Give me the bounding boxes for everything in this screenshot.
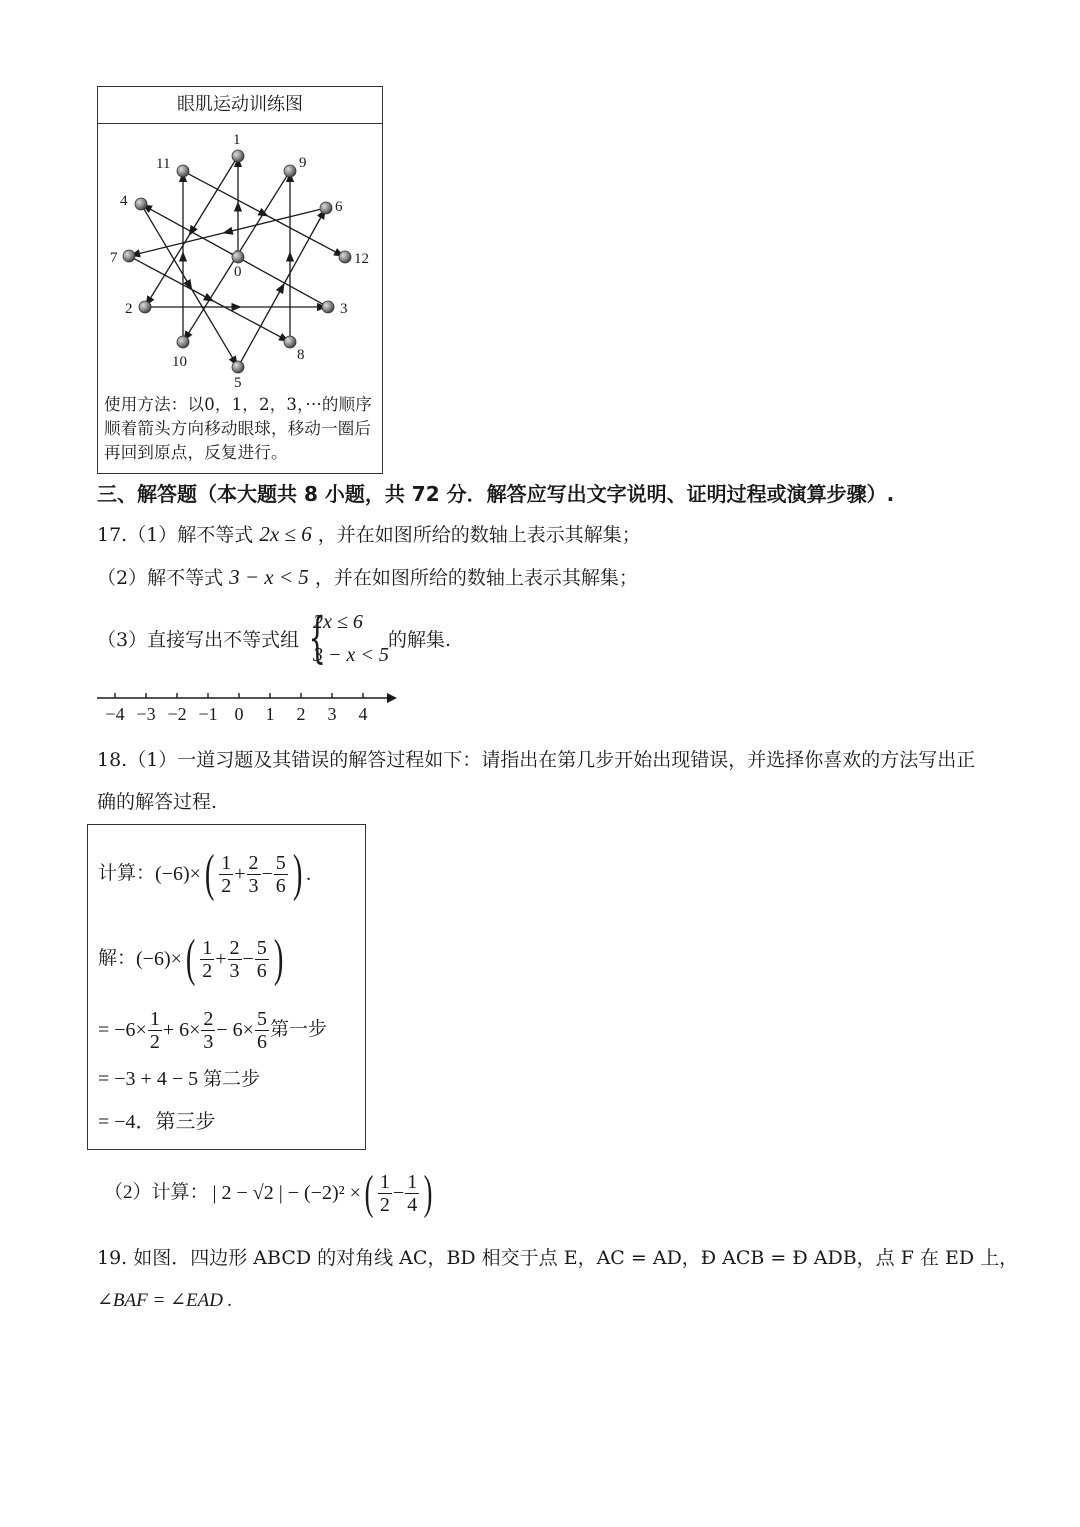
- q18-calc-neg6: (−6)×: [155, 862, 201, 885]
- eye-path-segment-1-to-2: [192, 161, 235, 231]
- q18-part2-label: （2）计算：: [104, 1182, 209, 1203]
- q18-part2-minus: −: [392, 1181, 405, 1204]
- q17-part3-prefix: （3）直接写出不等式组: [97, 629, 300, 651]
- q18-solve-rparen: ): [273, 930, 284, 987]
- q18-solve-frac2: $\frac{2}{3}$: [229, 936, 240, 982]
- number-line-tick-label-0: −4: [105, 704, 125, 724]
- eye-point-10: [177, 336, 189, 348]
- eye-point-8: [284, 336, 296, 348]
- eye-path-segment-6-to-7: [228, 209, 321, 232]
- q18-part2-frac1: $\frac{1}{2}$: [379, 1170, 390, 1216]
- eye-movement-diagram: [98, 123, 382, 391]
- q18-calc-minus: −: [261, 862, 273, 885]
- q17-system-brace: {: [308, 606, 326, 669]
- q18-part2-lparen: (: [364, 1166, 374, 1219]
- q17-part1-inequality: 2x ≤ 6: [259, 522, 312, 546]
- q18-solve-row: [98, 931, 287, 987]
- eye-path-segment-7-to-8-end: [210, 299, 285, 339]
- eye-point-7: [123, 250, 135, 262]
- eye-point-9: [284, 165, 296, 177]
- q17-part3-suffix: 的解集.: [388, 629, 452, 651]
- number-line: [95, 688, 405, 728]
- eye-point-label-0: 0: [234, 264, 242, 280]
- q19-line1: 19. 如图．四边形 ABCD 的对角线 AC，BD 相交于点 E，AC = AD，Ð ACB = Ð ADB，点 F 在 ED 上，: [97, 1247, 1019, 1269]
- eye-path-segment-9-to-10-end: [186, 257, 236, 337]
- q18-part1-line1: 18.（1）一道习题及其错误的解答过程如下：请指出在第几步开始出现错误，并选择你喜欢的方法写出正: [97, 749, 976, 771]
- q18-part2-expr: | 2 − √2 | − (−2)² ×: [212, 1181, 361, 1204]
- q17-part1-suffix: ，并在如图所给的数轴上表示其解集；: [317, 524, 641, 546]
- number-line-tick-label-3: −1: [198, 704, 218, 724]
- q18-calc-row: [98, 846, 311, 902]
- eye-path-segment-9-to-10: [237, 176, 287, 256]
- number-line-tick-label-4: 0: [234, 704, 244, 724]
- eye-point-label-11: 11: [156, 156, 171, 172]
- eye-point-label-5: 5: [234, 375, 242, 391]
- eye-point-5: [232, 361, 244, 373]
- q18-step1-c: − 6×: [216, 1018, 254, 1041]
- q18-solve-lparen: (: [185, 930, 196, 987]
- eye-point-label-4: 4: [120, 193, 128, 209]
- q18-calc-frac3: $\frac{5}{6}$: [275, 851, 286, 897]
- q18-calc-frac1: $\frac{1}{2}$: [221, 851, 232, 897]
- q17-system-line2: 3 − x < 5: [313, 644, 389, 666]
- q18-step2-row: [98, 1066, 260, 1092]
- eye-figure-title: 眼肌运动训练图: [98, 87, 382, 124]
- q18-step1-frac2: $\frac{2}{3}$: [203, 1007, 214, 1053]
- q18-step1-b: + 6×: [162, 1018, 201, 1041]
- eye-path-segment-3-to-4: [235, 256, 323, 305]
- q18-step3-row: = −4．第三步: [98, 1111, 216, 1133]
- q17-part1: [97, 522, 641, 547]
- eye-point-label-3: 3: [340, 301, 348, 317]
- q18-part2-row: [104, 1164, 436, 1222]
- q18-calc-period: .: [306, 862, 312, 885]
- q18-calc-rparen: ): [292, 845, 303, 902]
- q18-solve-plus: +: [215, 947, 227, 970]
- eye-point-12: [339, 251, 351, 263]
- eye-path-segment-11-to-12-end: [264, 214, 340, 254]
- eye-path-segment-11-to-12: [188, 174, 264, 214]
- eye-point-6: [320, 202, 332, 214]
- number-line-tick-label-5: 1: [265, 704, 275, 724]
- eye-point-1: [232, 150, 244, 162]
- q17-part1-prefix: 17.（1）解不等式: [97, 524, 254, 546]
- q17-system-line1: 2x ≤ 6: [313, 611, 363, 633]
- number-line-tick-label-1: −3: [136, 704, 156, 724]
- section-heading: 三、解答题（本大题共 8 小题，共 72 分．解答应写出文字说明、证明过程或演算步骤）.: [97, 482, 895, 506]
- eye-path-segment-5-to-6-end: [282, 213, 323, 287]
- q18-step1-frac3: $\frac{5}{6}$: [256, 1007, 267, 1053]
- q18-solve-frac1: $\frac{1}{2}$: [202, 936, 213, 982]
- eye-point-11: [177, 165, 189, 177]
- q18-step2-label: 第二步: [203, 1069, 261, 1090]
- q18-part2-frac2: $\frac{1}{4}$: [407, 1170, 418, 1216]
- eye-point-label-2: 2: [125, 301, 133, 317]
- eye-path-segment-5-to-6: [241, 288, 282, 362]
- eye-point-label-6: 6: [335, 199, 343, 215]
- q18-solve-minus: −: [242, 947, 254, 970]
- number-line-tick-label-8: 4: [358, 704, 368, 724]
- q17-part2-prefix: （2）解不等式: [97, 567, 224, 589]
- eye-path-segment-4-to-5-end: [190, 286, 235, 362]
- q19-line2: ∠BAF = ∠EAD .: [97, 1290, 233, 1311]
- eye-point-label-12: 12: [354, 251, 369, 267]
- number-line-tick-label-7: 3: [327, 704, 337, 724]
- q18-calc-lparen: (: [204, 845, 215, 902]
- q18-solve-frac3: $\frac{5}{6}$: [256, 936, 267, 982]
- q17-part2: [97, 565, 638, 590]
- q18-step2-expr: = −3 + 4 − 5: [98, 1068, 199, 1090]
- eye-point-4: [135, 198, 147, 210]
- eye-point-label-7: 7: [110, 250, 118, 266]
- eye-point-2: [139, 301, 151, 313]
- number-line-tick-label-6: 2: [296, 704, 306, 724]
- eye-point-label-1: 1: [233, 132, 241, 148]
- eye-training-figure: [97, 86, 383, 474]
- q18-solve-label: 解：: [98, 948, 137, 969]
- eye-path-segment-7-to-8: [134, 259, 209, 299]
- q18-step1-row: [98, 1004, 327, 1056]
- q18-solve-neg6: (−6)×: [136, 947, 182, 970]
- q18-calc-plus: +: [234, 862, 246, 885]
- q18-part2-rparen: ): [423, 1166, 433, 1219]
- eye-usage-instructions: 使用方法：以0，1，2，3，···的顺序顺着箭头方向移动眼球，移动一圈后再回到原点，反复进行。: [104, 395, 372, 462]
- q18-part1-line2: 确的解答过程.: [97, 791, 218, 813]
- q17-part2-inequality: 3 − x < 5: [229, 565, 309, 589]
- eye-point-label-8: 8: [297, 347, 305, 363]
- q18-step1-label: 第一步: [269, 1019, 327, 1040]
- number-line-tick-label-2: −2: [167, 704, 187, 724]
- eye-point-label-10: 10: [172, 354, 187, 370]
- q17-part2-suffix: ，并在如图所给的数轴上表示其解集；: [314, 567, 638, 589]
- q18-step1-a: = −6×: [98, 1018, 147, 1041]
- eye-point-3: [322, 301, 334, 313]
- q18-calc-label: 计算：: [98, 863, 156, 884]
- number-line-arrow: [387, 693, 397, 703]
- q18-step1-frac1: $\frac{1}{2}$: [149, 1007, 160, 1053]
- q18-calc-frac2: $\frac{2}{3}$: [248, 851, 259, 897]
- eye-point-0: [232, 251, 244, 263]
- eye-point-label-9: 9: [299, 155, 307, 171]
